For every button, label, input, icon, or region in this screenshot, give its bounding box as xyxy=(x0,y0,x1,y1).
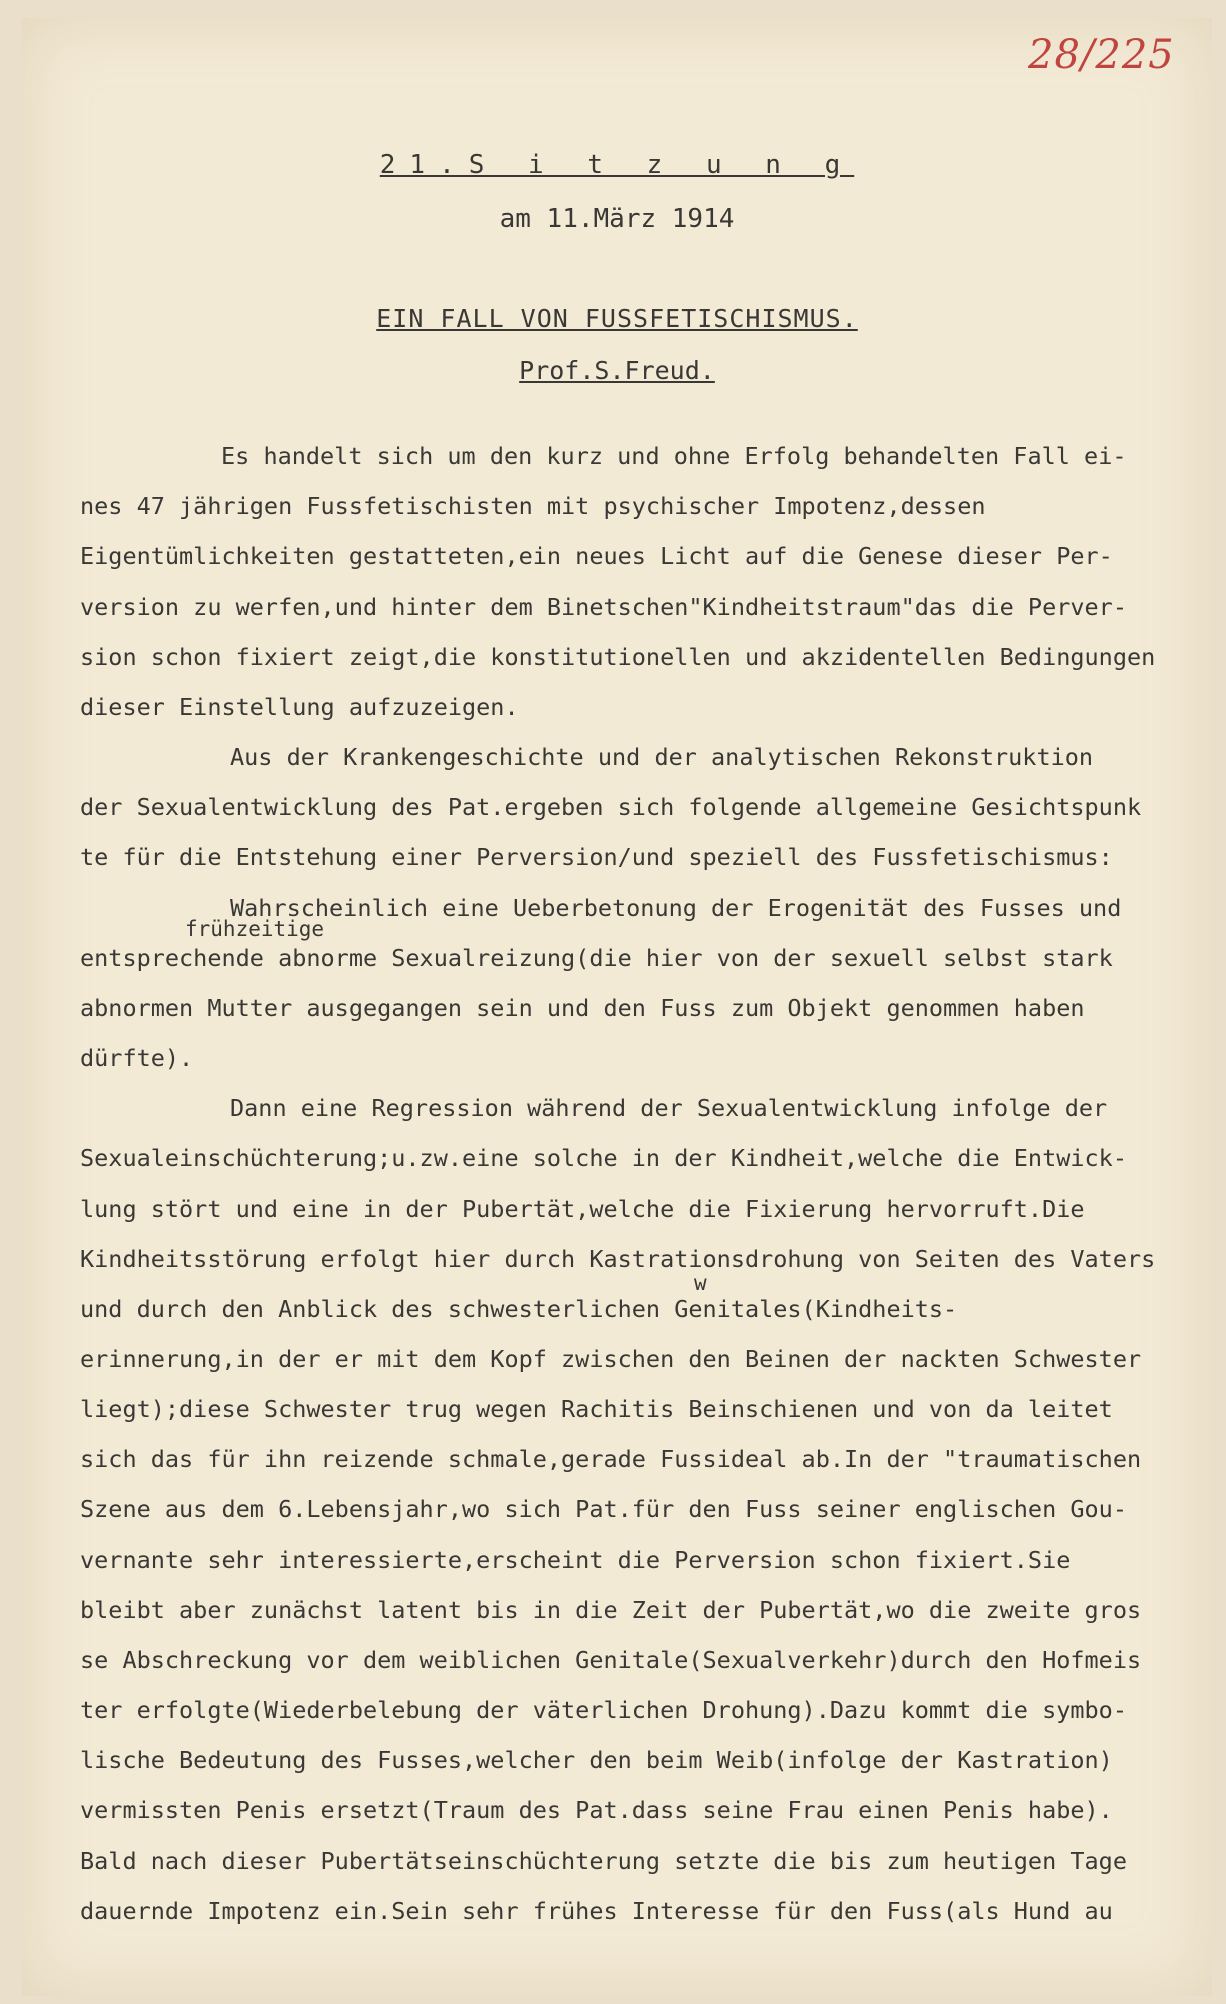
body-line: dürfte). xyxy=(80,1044,194,1072)
body-line: erinnerung,in der er mit dem Kopf zwischen den Beinen der nackten Schwester xyxy=(80,1345,1142,1373)
body-line: dauernde Impotenz ein.Sein sehr frühes Interesse für den Fuss(als Hund au xyxy=(80,1897,1113,1925)
interlinear-insertion: w xyxy=(694,1271,707,1295)
body-line: Kindheitsstörung erfolgt hier durch Kastrationsdrohung von Seiten des Vaters xyxy=(80,1245,1156,1273)
body-line: Wahrscheinlich eine Ueberbetonung der Erogenität des Fusses und xyxy=(230,894,1122,922)
body-line: lische Bedeutung des Fusses,welcher den beim Weib(infolge der Kastration) xyxy=(80,1746,1113,1774)
body-line: liegt);diese Schwester trug wegen Rachitis Beinschienen und von da leitet xyxy=(80,1395,1113,1423)
body-line: und durch den Anblick des schwesterlichen Genitales(Kindheits- xyxy=(80,1295,958,1323)
body-line: entsprechende abnorme Sexualreizung(die hier von der sexuell selbst stark xyxy=(80,944,1113,972)
body-line: Es handelt sich um den kurz und ohne Erfolg behandelten Fall ei- xyxy=(221,442,1127,470)
body-line: Szene aus dem 6.Lebensjahr,wo sich Pat.für den Fuss seiner englischen Gou- xyxy=(80,1495,1127,1523)
body-line: abnormen Mutter ausgegangen sein und den Fuss zum Objekt genommen haben xyxy=(80,994,1085,1022)
body-line: der Sexualentwicklung des Pat.ergeben sich folgende allgemeine Gesichtspunk xyxy=(80,793,1142,821)
body-line: Dann eine Regression während der Sexualentwicklung infolge der xyxy=(230,1094,1108,1122)
body-line: bleibt aber zunächst latent bis in die Zeit der Pubertät,wo die zweite gros xyxy=(80,1596,1142,1624)
body-line: lung stört und eine in der Pubertät,welche die Fixierung hervorruft.Die xyxy=(80,1195,1085,1223)
body-line: vermissten Penis ersetzt(Traum des Pat.dass seine Frau einen Penis habe). xyxy=(80,1796,1113,1824)
body-line: vernante sehr interessierte,erscheint die Perversion schon fixiert.Sie xyxy=(80,1546,1071,1574)
body-line: Aus der Krankengeschichte und der analytischen Rekonstruktion xyxy=(230,743,1094,771)
lecture-author: Prof.S.Freud. xyxy=(519,356,715,385)
body-line: Eigentümlichkeiten gestatteten,ein neues Licht auf die Genese dieser Per- xyxy=(80,542,1113,570)
body-line: ter erfolgte(Wiederbelebung der väterlichen Drohung).Dazu kommt die symbo- xyxy=(80,1696,1127,1724)
body-line: nes 47 jährigen Fussfetischisten mit psychischer Impotenz,dessen xyxy=(80,492,986,520)
body-line: Sexualeinschüchterung;u.zw.eine solche in der Kindheit,welche die Entwick- xyxy=(80,1144,1127,1172)
body-line: sion schon fixiert zeigt,die konstitutionellen und akzidentellen Bedingungen xyxy=(80,643,1156,671)
interlinear-insertion: frühzeitige xyxy=(185,917,325,941)
body-line: se Abschreckung vor dem weiblichen Genitale(Sexualverkehr)durch den Hofmeis xyxy=(80,1646,1142,1674)
body-line: version zu werfen,und hinter dem Binetschen"Kindheitstraum"das die Perver- xyxy=(80,593,1127,621)
body-line: sich das für ihn reizende schmale,gerade Fussideal ab.In der "traumatischen xyxy=(80,1445,1142,1473)
body-line: dieser Einstellung aufzuzeigen. xyxy=(80,693,519,721)
session-title: 21.S i t z u n g xyxy=(379,150,855,180)
session-date: am 11.März 1914 xyxy=(499,204,735,234)
document-page xyxy=(22,18,1212,1996)
body-line: Bald nach dieser Pubertätseinschüchterung setzte die bis zum heutigen Tage xyxy=(80,1847,1127,1875)
body-line: te für die Entstehung einer Perversion/und speziell des Fussfetischismus: xyxy=(80,843,1113,871)
lecture-title: EIN FALL VON FUSSFETISCHISMUS. xyxy=(376,304,858,333)
folio-number: 28/225 xyxy=(1028,32,1175,78)
